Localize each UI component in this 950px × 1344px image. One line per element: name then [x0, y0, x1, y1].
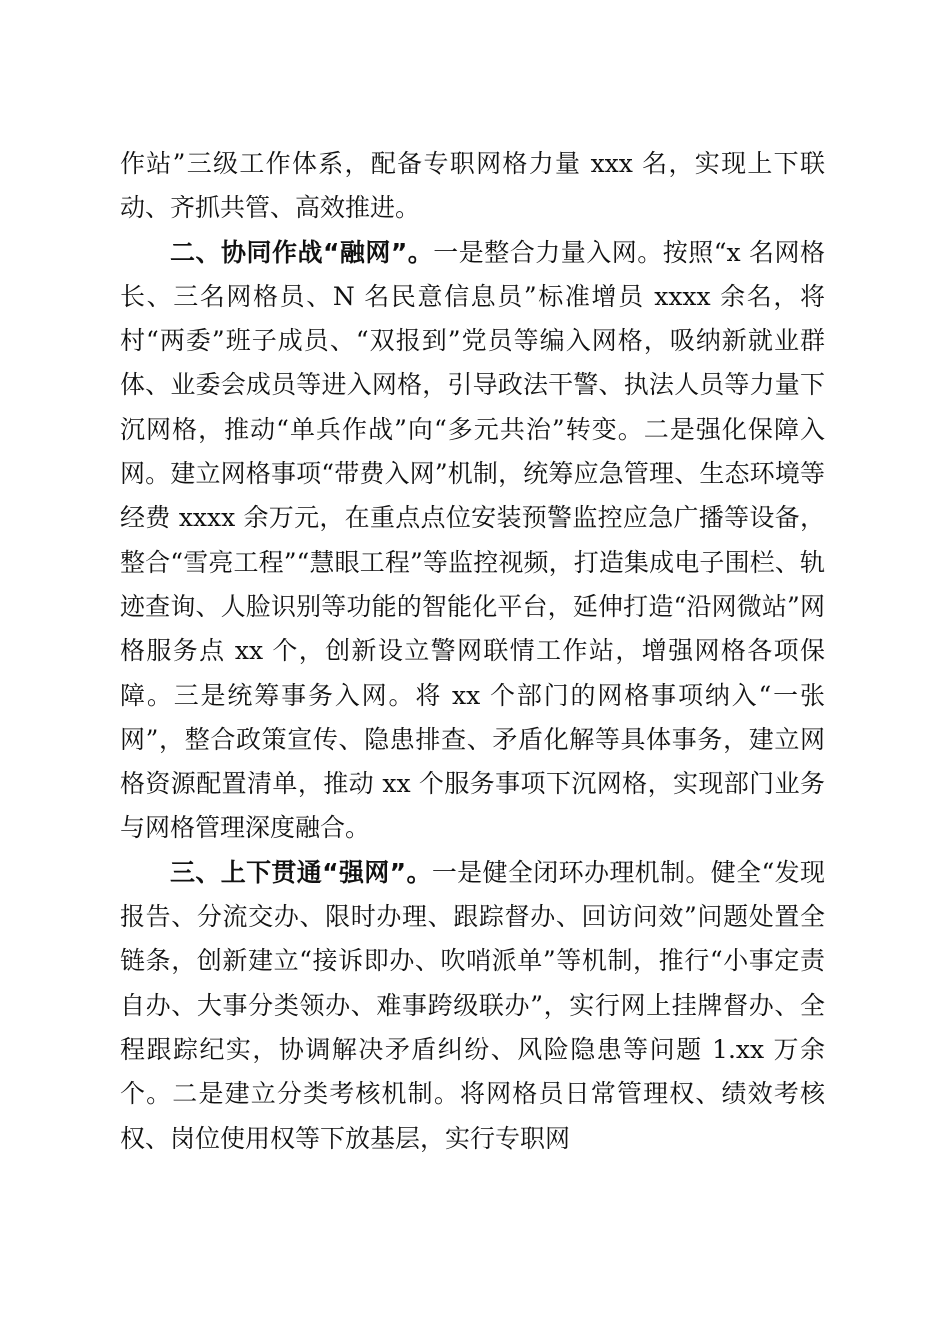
- paragraph-continuation: [120, 142, 825, 231]
- section-heading: 三、上下贯通“强网”。: [170, 857, 432, 887]
- paragraph-text: 一是整合力量入网。按照“x 名网格长、三名网格员、N 名民意信息员”标准增员 xxxx 余名，将村“两委”班子成员、“双报到”党员等编入网格，吸纳新就业群体、业委会成员等进入网格，引导政法干警、执法人员等力量下沉网格，推动“单兵作战”向“多元共治”转变。二是强化保障入网。建立网格事项“带费入网”机制，统筹应急管理、生态环境等经费 xxxx 余万元，在重点点位安装预警监控应急广播等设备，整合“雪亮工程”“慧眼工程”等监控视频，打造集成电子围栏、轨迹查询、人脸识别等功能的智能化平台，延伸打造“沿网微站”网格服务点 xx 个，创新设立警网联情工作站，增强网格各项保障。三是统筹事务入网。将 xx 个部门的网格事项纳入“一张网”，整合政策宣传、隐患排查、矛盾化解等具体事务，建立网格资源配置清单，推动 xx 个服务事项下沉网格，实现部门业务与网格管理深度融合。: [120, 237, 825, 843]
- paragraph-section-three: [120, 851, 825, 1161]
- document-body: [120, 142, 825, 1161]
- section-heading: 二、协同作战“融网”。: [170, 237, 434, 267]
- paragraph-text: 作站”三级工作体系，配备专职网格力量 xxx 名，实现上下联动、齐抓共管、高效推进。: [120, 149, 825, 223]
- paragraph-text: 一是健全闭环办理机制。健全“发现报告、分流交办、限时办理、跟踪督办、回访问效”问题处置全链条，创新建立“接诉即办、吹哨派单”等机制，推行“小事定责自办、大事分类领办、难事跨级联办”，实行网上挂牌督办、全程跟踪纪实，协调解决矛盾纠纷、风险隐患等问题 1.xx 万余个。二是建立分类考核机制。将网格员日常管理权、绩效考核权、岗位使用权等下放基层，实行专职网: [120, 857, 825, 1153]
- paragraph-section-two: [120, 231, 825, 851]
